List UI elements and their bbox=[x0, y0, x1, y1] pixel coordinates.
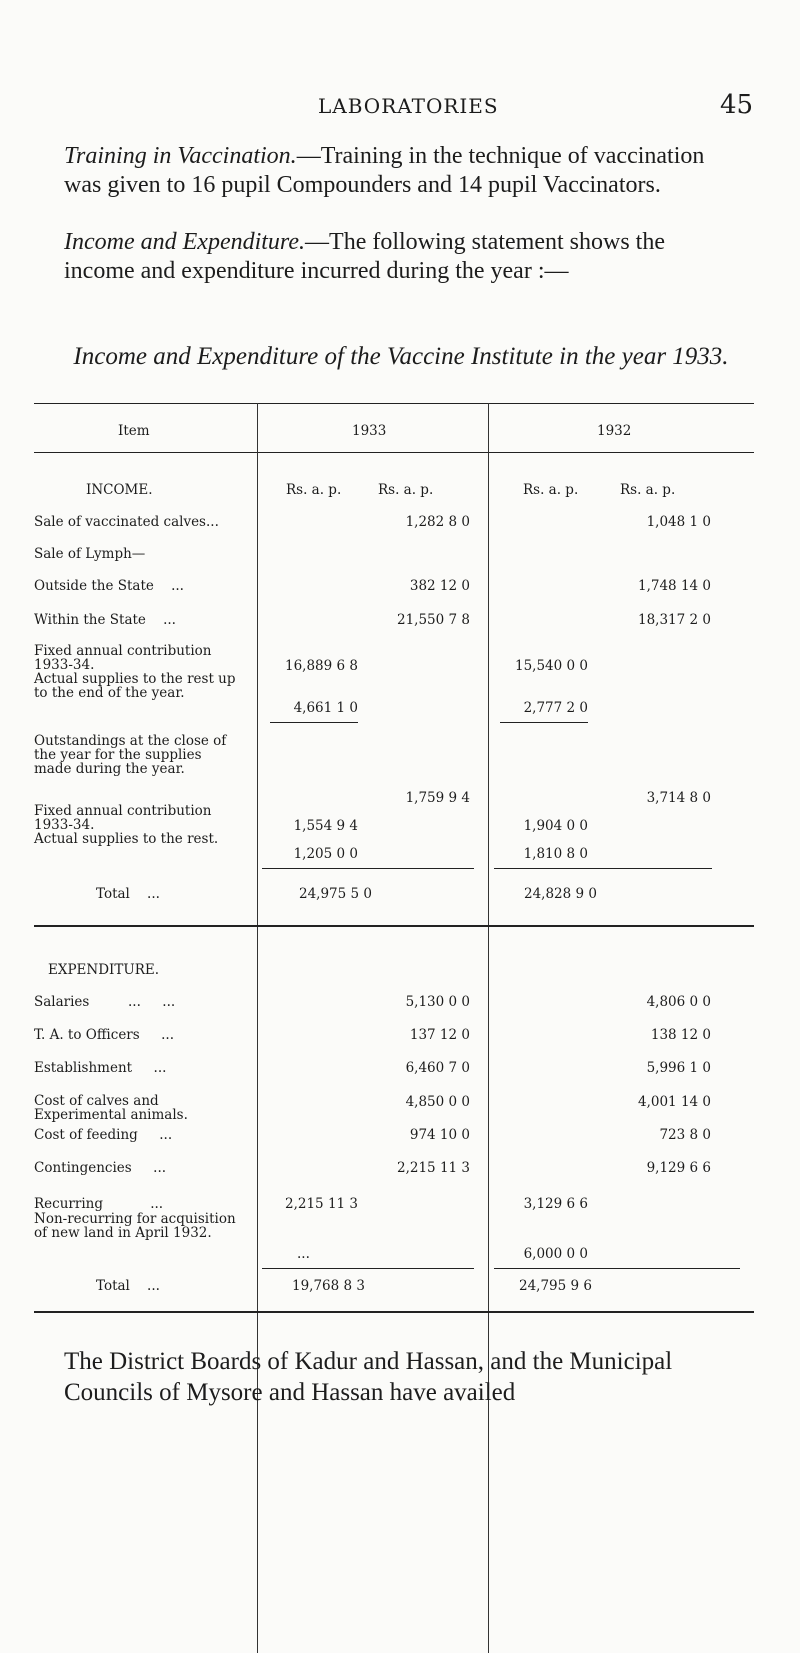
value-1933: 16,889 6 8 bbox=[285, 658, 358, 674]
row-label: Salaries ... ... bbox=[34, 994, 176, 1010]
training-paragraph bbox=[64, 142, 724, 200]
row-label: Establishment ... bbox=[34, 1060, 167, 1076]
value-1933: 1,759 9 4 bbox=[405, 790, 470, 806]
value-1932: 723 8 0 bbox=[659, 1127, 711, 1143]
training-text: —Training in the technique of vaccination was given to 16 pupil Compounders and 14 pupil Vaccinators. bbox=[64, 143, 705, 198]
row-label: Actual supplies to the rest up to the end of the year. bbox=[34, 671, 236, 701]
expenditure-heading: EXPENDITURE. bbox=[48, 962, 160, 978]
expenditure-total-label: Total ... bbox=[96, 1278, 160, 1294]
value-1932: 1,904 0 0 bbox=[523, 818, 588, 834]
row-label-text: Establishment bbox=[34, 1060, 133, 1076]
units-label: Rs. a. p. bbox=[378, 482, 434, 498]
value-1932: 4,001 14 0 bbox=[638, 1094, 711, 1110]
row-label: Non-recurring for acquisition of new land in April 1932. bbox=[34, 1211, 236, 1241]
row-label-text: Within the State bbox=[34, 612, 146, 628]
col-1933: 1933 bbox=[352, 423, 387, 439]
value-1932: 1,810 8 0 bbox=[523, 846, 588, 862]
value-1932: 18,317 2 0 bbox=[638, 612, 711, 628]
value-1932: 15,540 0 0 bbox=[515, 658, 588, 674]
value-1932: 2,777 2 0 bbox=[523, 700, 588, 716]
value-1933: 2,215 11 3 bbox=[285, 1196, 358, 1212]
value-1932: 1,048 1 0 bbox=[646, 514, 711, 530]
value-1932: 3,714 8 0 bbox=[646, 790, 711, 806]
row-label: Within the State ... bbox=[34, 612, 176, 628]
income-text: —The following statement shows the income and expenditure incurred during the year :— bbox=[64, 229, 665, 284]
row-label: Sale of Lymph— bbox=[34, 546, 146, 562]
total-label-text: Total bbox=[96, 886, 130, 902]
value-1933: 137 12 0 bbox=[409, 1027, 470, 1043]
rule bbox=[34, 925, 754, 927]
rule bbox=[262, 868, 474, 869]
rule bbox=[494, 1268, 740, 1269]
rule bbox=[34, 452, 754, 453]
row-label: Cost of feeding ... bbox=[34, 1127, 173, 1143]
row-label-text: Contingencies bbox=[34, 1160, 132, 1176]
table-title: Income and Expenditure of the Vaccine Institute in the year 1933. bbox=[73, 343, 729, 370]
row-label-text: Salaries bbox=[34, 994, 90, 1010]
row-label-text: T. A. to Officers bbox=[34, 1027, 140, 1043]
row-label: Fixed annual contribution 1933-34. bbox=[34, 643, 212, 673]
row-label: Fixed annual contribution 1933-34. bbox=[34, 803, 212, 833]
running-title: LABORATORIES bbox=[318, 94, 499, 118]
row-label: Outstandings at the close of the year for the supplies made during the year. bbox=[34, 733, 227, 777]
col-1932: 1932 bbox=[597, 423, 632, 439]
rule bbox=[34, 1311, 754, 1313]
income-paragraph bbox=[64, 228, 724, 286]
row-label: Sale of vaccinated calves... bbox=[34, 514, 219, 530]
value-1932: 6,000 0 0 bbox=[523, 1246, 588, 1262]
income-total-1933: 24,975 5 0 bbox=[299, 886, 372, 902]
row-label: Outside the State ... bbox=[34, 578, 184, 594]
rule bbox=[500, 722, 588, 723]
value-1933: 6,460 7 0 bbox=[405, 1060, 470, 1076]
income-heading: Income and Expenditure. bbox=[64, 229, 306, 255]
expenditure-total-1932: 24,795 9 6 bbox=[519, 1278, 592, 1294]
units-label: Rs. a. p. bbox=[620, 482, 676, 498]
income-total-label: Total ... bbox=[96, 886, 160, 902]
col-item: Item bbox=[118, 423, 150, 439]
value-1932: 9,129 6 6 bbox=[646, 1160, 711, 1176]
rule bbox=[494, 868, 712, 869]
expenditure-total-1933: 19,768 8 3 bbox=[292, 1278, 365, 1294]
column-divider bbox=[257, 403, 258, 1653]
row-label-text: Outside the State bbox=[34, 578, 154, 594]
row-label: Cost of calves and Experimental animals. bbox=[34, 1093, 188, 1123]
row-label-text: Cost of feeding bbox=[34, 1127, 138, 1143]
rule bbox=[262, 1268, 474, 1269]
units-label: Rs. a. p. bbox=[523, 482, 579, 498]
value-1933: 1,554 9 4 bbox=[293, 818, 358, 834]
value-1933: 382 12 0 bbox=[409, 578, 470, 594]
value-1933: 2,215 11 3 bbox=[397, 1160, 470, 1176]
row-label: T. A. to Officers ... bbox=[34, 1027, 175, 1043]
page-number: 45 bbox=[720, 90, 754, 120]
rule bbox=[34, 403, 754, 404]
training-heading: Training in Vaccination. bbox=[64, 143, 297, 169]
row-label: Recurring ... bbox=[34, 1196, 164, 1212]
value-1933: ... bbox=[297, 1246, 310, 1262]
value-1933: 4,661 1 0 bbox=[293, 700, 358, 716]
value-1933: 5,130 0 0 bbox=[405, 994, 470, 1010]
value-1932: 3,129 6 6 bbox=[523, 1196, 588, 1212]
value-1932: 1,748 14 0 bbox=[638, 578, 711, 594]
value-1933: 1,282 8 0 bbox=[405, 514, 470, 530]
value-1933: 974 10 0 bbox=[409, 1127, 470, 1143]
footer-paragraph: The District Boards of Kadur and Hassan, and the Municipal Councils of Mysore and Hassan have availed bbox=[64, 1348, 673, 1406]
units-label: Rs. a. p. bbox=[286, 482, 342, 498]
value-1932: 4,806 0 0 bbox=[646, 994, 711, 1010]
row-label: Actual supplies to the rest. bbox=[34, 831, 219, 847]
value-1933: 21,550 7 8 bbox=[397, 612, 470, 628]
value-1932: 138 12 0 bbox=[650, 1027, 711, 1043]
column-divider bbox=[488, 403, 489, 1653]
income-heading: INCOME. bbox=[86, 482, 153, 498]
row-label-text: Recurring bbox=[34, 1196, 103, 1212]
value-1933: 1,205 0 0 bbox=[293, 846, 358, 862]
rule bbox=[270, 722, 358, 723]
total-label-text: Total bbox=[96, 1278, 130, 1294]
value-1932: 5,996 1 0 bbox=[646, 1060, 711, 1076]
income-total-1932: 24,828 9 0 bbox=[524, 886, 597, 902]
value-1933: 4,850 0 0 bbox=[405, 1094, 470, 1110]
row-label: Contingencies ... bbox=[34, 1160, 167, 1176]
